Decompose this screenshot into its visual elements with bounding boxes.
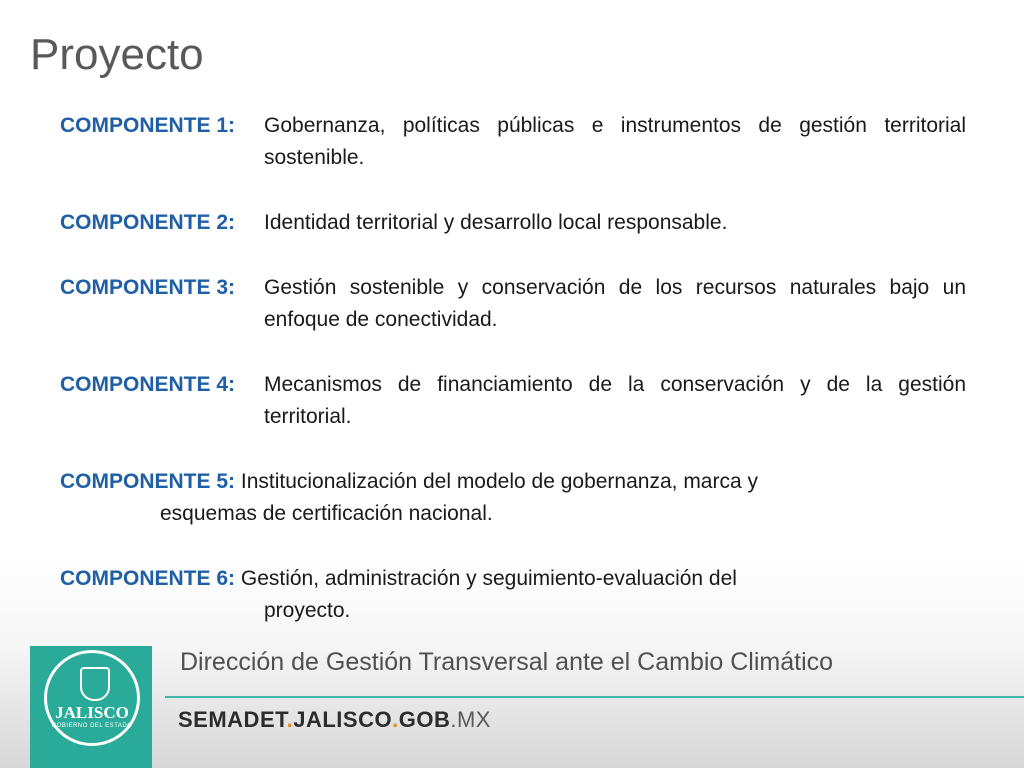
component-text: Mecanismos de financiamiento de la conservación y de la gestión territorial.: [264, 373, 966, 428]
component-label: COMPONENTE 3:: [60, 276, 236, 299]
component-text-line1: Gestión, administración y seguimiento-evaluación del: [240, 567, 737, 590]
domain-part: GOB: [398, 707, 451, 732]
component-text: Gestión sostenible y conservación de los recursos naturales bajo un enfoque de conectividad.: [264, 276, 966, 331]
component-text: Gobernanza, políticas públicas e instrumentos de gestión territorial sostenible.: [264, 114, 966, 169]
component-label: COMPONENTE 2:: [60, 211, 236, 234]
component-item: [60, 272, 966, 336]
component-label: COMPONENTE 5:: [60, 470, 236, 493]
domain-dot: .: [392, 707, 399, 732]
department-name: Dirección de Gestión Transversal ante el Cambio Climático: [180, 648, 834, 676]
domain-part: MX: [456, 707, 491, 732]
component-item: [60, 207, 727, 239]
shield-icon: [80, 667, 110, 701]
component-label: COMPONENTE 1:: [60, 114, 236, 137]
component-item: [60, 110, 966, 174]
component-item: [60, 369, 966, 433]
domain-part: SEMADET: [178, 707, 287, 732]
logo-name: JALISCO: [55, 703, 129, 722]
slide-title: Proyecto: [30, 30, 204, 79]
component-text-line2: esquemas de certificación nacional.: [160, 502, 493, 525]
component-item: [60, 563, 737, 627]
component-label: COMPONENTE 4:: [60, 373, 236, 396]
component-text: Identidad territorial y desarrollo local responsable.: [264, 211, 728, 234]
website-domain: [178, 707, 491, 733]
domain-dot: .: [450, 707, 457, 732]
component-item: [60, 466, 758, 530]
domain-dot: .: [286, 707, 294, 732]
jalisco-logo: [30, 646, 152, 768]
logo-emblem: [44, 650, 140, 746]
component-text-line2: proyecto.: [264, 599, 351, 622]
domain-part: JALISCO: [293, 707, 393, 732]
component-label: COMPONENTE 6:: [60, 567, 236, 590]
component-text-line1: Institucionalización del modelo de gobernanza, marca y: [240, 470, 758, 493]
logo-subtitle: GOBIERNO DEL ESTADO: [51, 723, 133, 729]
footer-divider: [165, 696, 1024, 698]
